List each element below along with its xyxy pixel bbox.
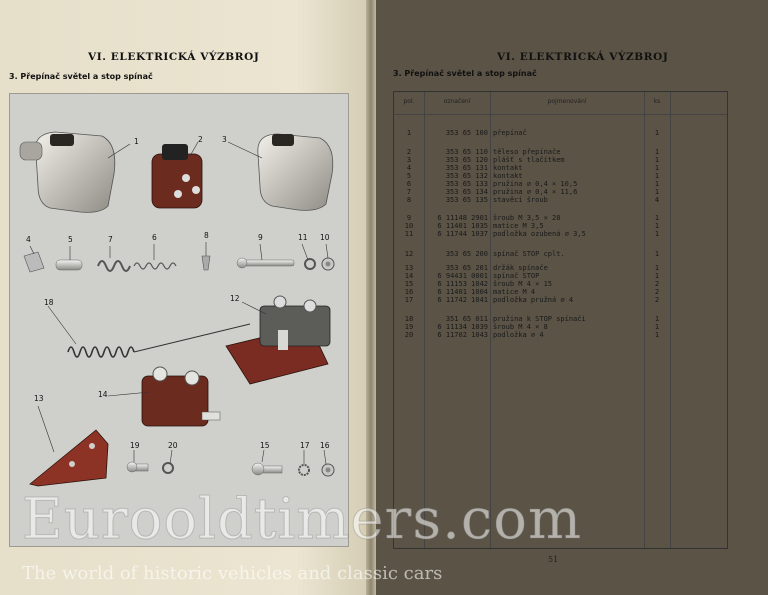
pojmenovani-cell: podložka ozubená ⌀ 3,5 (493, 230, 586, 238)
oznaceni-cell: 353 65 201 (445, 264, 488, 272)
stop-switch-14 (142, 367, 220, 426)
table-row (394, 196, 727, 205)
callout-7: 7 (108, 235, 113, 244)
ks-cell: 1 (654, 250, 660, 258)
callout-16: 16 (320, 441, 330, 450)
pol-cell: 1 (406, 129, 412, 137)
callout-14: 14 (98, 390, 108, 399)
ks-cell: 1 (654, 164, 660, 172)
pojmenovani-cell: stavěcí šroub (493, 196, 548, 204)
oznaceni-cell: 6 11401 1035 (437, 222, 488, 230)
oznaceni-cell: 6 94431 0001 (437, 272, 488, 280)
page-number: 51 (548, 555, 559, 564)
pol-cell: 9 (406, 214, 412, 222)
callout-5: 5 (68, 235, 73, 244)
table-row (394, 331, 727, 340)
fasteners-bottom (127, 462, 334, 476)
callout-19: 19 (130, 441, 140, 450)
callout-1: 1 (134, 137, 139, 146)
oznaceni-cell: 353 65 200 (445, 250, 488, 258)
switch-bracket-13 (30, 430, 108, 486)
pol-cell: 13 (404, 264, 414, 272)
pojmenovani-cell: pružina ⌀ 0,4 × 11,6 (493, 188, 578, 196)
pol-cell: 2 (406, 148, 412, 156)
ks-cell: 1 (654, 331, 660, 339)
oznaceni-cell: 353 65 133 (445, 180, 488, 188)
pol-cell: 19 (404, 323, 414, 331)
ks-cell: 1 (654, 180, 660, 188)
ks-cell: 4 (654, 196, 660, 204)
pol-cell: 4 (406, 164, 412, 172)
header-oznaceni: označení (443, 98, 471, 105)
switch-shell-3 (258, 134, 333, 210)
callout-10: 10 (320, 233, 330, 242)
watermark-tagline: The world of historic vehicles and classic cars (22, 563, 443, 584)
oznaceni-cell: 351 65 011 (445, 315, 488, 323)
ks-cell: 1 (654, 129, 660, 137)
ks-cell: 1 (654, 214, 660, 222)
stop-switch-assembly-12 (226, 296, 330, 384)
pol-cell: 11 (404, 230, 414, 238)
pojmenovani-cell: šroub M 4 × 8 (493, 323, 548, 331)
switch-body-2 (152, 144, 202, 208)
oznaceni-cell: 353 65 100 (445, 129, 488, 137)
watermark-logo: Eurooldtimers.com (22, 487, 583, 552)
pol-cell: 15 (404, 280, 414, 288)
pol-cell: 17 (404, 296, 414, 304)
ks-cell: 2 (654, 288, 660, 296)
pojmenovani-cell: přepínač (493, 129, 527, 137)
pojmenovani-cell: šroub M 4 × 15 (493, 280, 553, 288)
left-page-heading: VI. ELEKTRICKÁ VÝZBROJ (88, 51, 260, 63)
ks-cell: 2 (654, 280, 660, 288)
pojmenovani-cell: spínač STOP (493, 272, 540, 280)
oznaceni-cell: 6 11744 1037 (437, 230, 488, 238)
ks-cell: 1 (654, 156, 660, 164)
pojmenovani-cell: kontakt (493, 172, 523, 180)
callout-17: 17 (300, 441, 310, 450)
oznaceni-cell: 6 11134 1039 (437, 323, 488, 331)
callout-9: 9 (258, 233, 263, 242)
pol-cell: 6 (406, 180, 412, 188)
pol-cell: 16 (404, 288, 414, 296)
pol-cell: 12 (404, 250, 414, 258)
pojmenovani-cell: matice M 3,5 (493, 222, 544, 230)
oznaceni-cell: 353 65 135 (445, 196, 488, 204)
parts-table (393, 91, 728, 549)
pojmenovani-cell: podložka ⌀ 4 (493, 331, 544, 339)
callout-3: 3 (222, 135, 227, 144)
oznaceni-cell: 353 65 120 (445, 156, 488, 164)
small-parts-row (24, 252, 334, 272)
pojmenovani-cell: plášť s tlačítkem (493, 156, 565, 164)
ks-cell: 2 (654, 296, 660, 304)
exploded-parts-illustration (9, 93, 349, 547)
pojmenovani-cell: těleso přepínače (493, 148, 561, 156)
oznaceni-cell: 6 11742 1041 (437, 296, 488, 304)
pojmenovani-cell: pružina k STOP spínači (493, 315, 586, 323)
ks-cell: 1 (654, 272, 660, 280)
callout-12: 12 (230, 294, 240, 303)
parts-drawing (10, 94, 348, 546)
pol-cell: 20 (404, 331, 414, 339)
header-ks: ks (653, 98, 661, 105)
pojmenovani-cell: kontakt (493, 164, 523, 172)
oznaceni-cell: 353 65 132 (445, 172, 488, 180)
callout-13: 13 (34, 394, 44, 403)
oznaceni-cell: 6 11148 2901 (437, 214, 488, 222)
switch-housing-1 (20, 132, 115, 212)
pol-cell: 18 (404, 315, 414, 323)
callout-2: 2 (198, 135, 203, 144)
header-pojmenovani: pojmenování (547, 98, 587, 105)
pojmenovani-cell: držák spínače (493, 264, 548, 272)
pol-cell: 8 (406, 196, 412, 204)
pojmenovani-cell: matice M 4 (493, 288, 536, 296)
pol-cell: 3 (406, 156, 412, 164)
ks-cell: 1 (654, 323, 660, 331)
ks-cell: 1 (654, 230, 660, 238)
right-page-heading: VI. ELEKTRICKÁ VÝZBROJ (497, 51, 669, 63)
left-page-subheading: 3. Přepínač světel a stop spínač (9, 72, 153, 81)
table-row (394, 296, 727, 305)
oznaceni-cell: 6 11153 1042 (437, 280, 488, 288)
pol-cell: 10 (404, 222, 414, 230)
stop-switch-spring-18 (68, 324, 250, 357)
table-row (394, 129, 727, 138)
callout-4: 4 (26, 235, 31, 244)
right-page-subheading: 3. Přepínač světel a stop spínač (393, 69, 537, 78)
callout-8: 8 (204, 231, 209, 240)
oznaceni-cell: 6 11702 1043 (437, 331, 488, 339)
callout-18: 18 (44, 298, 54, 307)
ks-cell: 1 (654, 148, 660, 156)
pojmenovani-cell: spínač STOP cplt. (493, 250, 565, 258)
callout-15: 15 (260, 441, 270, 450)
oznaceni-cell: 353 65 110 (445, 148, 488, 156)
pol-cell: 5 (406, 172, 412, 180)
callout-20: 20 (168, 441, 178, 450)
table-row (394, 230, 727, 239)
oznaceni-cell: 353 65 131 (445, 164, 488, 172)
pojmenovani-cell: šroub M 3,5 × 28 (493, 214, 561, 222)
oznaceni-cell: 353 65 134 (445, 188, 488, 196)
pojmenovani-cell: podložka pružná ⌀ 4 (493, 296, 574, 304)
pojmenovani-cell: pružina ⌀ 0,4 × 10,5 (493, 180, 578, 188)
ks-cell: 1 (654, 315, 660, 323)
ks-cell: 1 (654, 264, 660, 272)
ks-cell: 1 (654, 172, 660, 180)
pol-cell: 14 (404, 272, 414, 280)
header-pol: pol. (403, 98, 415, 105)
ks-cell: 1 (654, 222, 660, 230)
pol-cell: 7 (406, 188, 412, 196)
table-row (394, 250, 727, 259)
ks-cell: 1 (654, 188, 660, 196)
oznaceni-cell: 6 11401 1004 (437, 288, 488, 296)
callout-6: 6 (152, 233, 157, 242)
callout-11: 11 (298, 233, 308, 242)
